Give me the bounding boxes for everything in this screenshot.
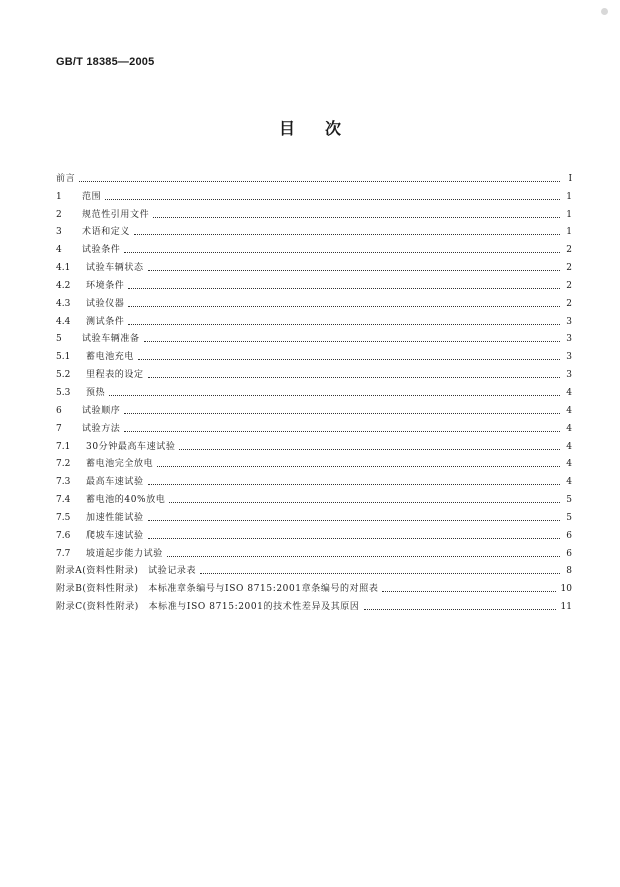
toc-dot-leader <box>382 591 556 592</box>
toc-entry-page: 1 <box>566 191 572 202</box>
toc-entry-number: 5.2 <box>56 370 71 381</box>
toc-entry-title: 附录C(资料性附录) 本标准与ISO 8715:2001的技术性差异及其原因 <box>56 602 360 613</box>
toc-entry[interactable] <box>56 362 572 380</box>
toc-entry[interactable] <box>56 184 572 202</box>
toc-entry-title: 试验车辆状态 <box>86 263 144 274</box>
toc-dot-leader <box>79 181 560 182</box>
toc-entry-title: 里程表的设定 <box>86 370 144 381</box>
toc-entry[interactable] <box>56 309 572 327</box>
toc-entry-title: 预热 <box>86 387 106 398</box>
toc-entry-page: 5 <box>566 495 572 506</box>
toc-dot-leader <box>128 324 560 325</box>
toc-entry-number: 4.2 <box>56 280 71 291</box>
toc-entry-number: 6 <box>56 405 62 416</box>
toc-entry[interactable] <box>56 273 572 291</box>
toc-entry-number: 4.1 <box>56 263 71 274</box>
toc-entry-page: 11 <box>560 602 572 613</box>
toc-entry-title: 环境条件 <box>86 280 125 291</box>
toc-dot-leader <box>179 449 560 450</box>
toc-entry-page: 4 <box>566 459 572 470</box>
toc-entry-title: 蓄电池充电 <box>86 352 135 363</box>
toc-entry-number: 7.3 <box>56 477 71 488</box>
toc-entry[interactable] <box>56 541 572 559</box>
toc-entry[interactable] <box>56 327 572 345</box>
toc-entry-number: 7.7 <box>56 548 71 559</box>
toc-entry[interactable] <box>56 416 572 434</box>
toc-entry-title: 试验仪器 <box>86 298 125 309</box>
toc-entry-page: I <box>568 173 572 184</box>
toc-entry-title: 试验顺序 <box>82 405 121 416</box>
toc-entry-number: 7.5 <box>56 512 71 523</box>
toc-dot-leader <box>105 199 560 200</box>
toc-entry-number: 7.1 <box>56 441 71 452</box>
toc-dot-leader <box>148 484 560 485</box>
toc-dot-leader <box>167 556 560 557</box>
toc-dot-leader <box>148 270 560 271</box>
toc-entry-page: 3 <box>566 370 572 381</box>
toc-entry[interactable] <box>56 202 572 220</box>
toc-entry-page: 6 <box>566 548 572 559</box>
toc-entry-title: 附录A(资料性附录) 试验记录表 <box>56 566 197 577</box>
toc-entry[interactable] <box>56 523 572 541</box>
toc-entry[interactable] <box>56 434 572 452</box>
toc-dot-leader <box>128 306 560 307</box>
toc-entry-page: 4 <box>566 423 572 434</box>
toc-dot-leader <box>124 252 560 253</box>
toc-entry[interactable] <box>56 469 572 487</box>
toc-dot-leader <box>148 377 560 378</box>
toc-entry-number: 5 <box>56 334 62 345</box>
toc-entry[interactable] <box>56 487 572 505</box>
toc-dot-leader <box>148 538 560 539</box>
toc-entry-title: 前言 <box>56 173 76 184</box>
toc-entry-page: 10 <box>560 584 572 595</box>
toc-entry-number: 5.3 <box>56 387 71 398</box>
toc-entry-page: 4 <box>566 441 572 452</box>
toc-entry-page: 8 <box>566 566 572 577</box>
toc-entry-number: 2 <box>56 209 62 220</box>
toc-entry-title: 试验车辆准备 <box>82 334 140 345</box>
toc-entry[interactable] <box>56 559 572 577</box>
toc-entry-title: 最高车速试验 <box>86 477 144 488</box>
toc-entry-title: 测试条件 <box>86 316 125 327</box>
toc-entry-page: 3 <box>566 316 572 327</box>
page-title: 目次 <box>278 119 371 138</box>
toc-entry-page: 5 <box>566 512 572 523</box>
standard-number: GB/T 18385—2005 <box>56 56 155 68</box>
table-of-contents <box>56 166 572 612</box>
toc-entry[interactable] <box>56 594 572 612</box>
toc-entry-title: 试验方法 <box>82 423 121 434</box>
toc-entry-title: 蓄电池完全放电 <box>86 459 154 470</box>
toc-entry-number: 4.3 <box>56 298 71 309</box>
toc-entry-page: 2 <box>566 263 572 274</box>
toc-dot-leader <box>157 466 560 467</box>
toc-entry-title: 爬坡车速试验 <box>86 530 144 541</box>
toc-entry-page: 4 <box>566 387 572 398</box>
toc-entry[interactable] <box>56 255 572 273</box>
toc-entry[interactable] <box>56 398 572 416</box>
toc-dot-leader <box>148 520 560 521</box>
toc-entry[interactable] <box>56 237 572 255</box>
toc-entry-title: 范围 <box>82 191 102 202</box>
toc-dot-leader <box>124 413 560 414</box>
toc-entry-number: 7.4 <box>56 495 71 506</box>
toc-entry-page: 1 <box>566 209 572 220</box>
toc-entry-number: 5.1 <box>56 352 71 363</box>
toc-entry-page: 6 <box>566 530 572 541</box>
toc-entry-title: 加速性能试验 <box>86 512 144 523</box>
toc-entry-title: 蓄电池的40%放电 <box>86 495 166 506</box>
toc-dot-leader <box>169 502 560 503</box>
toc-entry-title: 30分钟最高车速试验 <box>86 441 176 452</box>
toc-entry-title: 试验条件 <box>82 245 121 256</box>
toc-entry-number: 4.4 <box>56 316 71 327</box>
toc-entry-number: 4 <box>56 245 62 256</box>
toc-entry-title: 附录B(资料性附录) 本标准章条编号与ISO 8715:2001章条编号的对照表 <box>56 584 379 595</box>
toc-entry[interactable] <box>56 166 572 184</box>
toc-entry-title: 术语和定义 <box>82 227 131 238</box>
toc-entry-page: 4 <box>566 477 572 488</box>
toc-dot-leader <box>109 395 560 396</box>
toc-dot-leader <box>138 359 560 360</box>
toc-entry-page: 4 <box>566 405 572 416</box>
toc-entry[interactable] <box>56 344 572 362</box>
toc-entry[interactable] <box>56 291 572 309</box>
toc-entry-page: 2 <box>566 245 572 256</box>
toc-entry-title: 规范性引用文件 <box>82 209 150 220</box>
toc-entry-number: 7.6 <box>56 530 71 541</box>
toc-dot-leader <box>364 609 556 610</box>
toc-dot-leader <box>144 341 560 342</box>
toc-entry-number: 7.2 <box>56 459 71 470</box>
toc-entry[interactable] <box>56 505 572 523</box>
toc-entry-number: 7 <box>56 423 62 434</box>
toc-dot-leader <box>128 288 560 289</box>
toc-entry-page: 3 <box>566 352 572 363</box>
toc-dot-leader <box>200 573 560 574</box>
toc-entry[interactable] <box>56 380 572 398</box>
scan-dot-mark <box>601 8 608 15</box>
toc-entry-page: 3 <box>566 334 572 345</box>
toc-entry-number: 3 <box>56 227 62 238</box>
toc-entry[interactable] <box>56 220 572 238</box>
toc-entry-title: 坡道起步能力试验 <box>86 548 163 559</box>
toc-entry-number: 1 <box>56 191 62 202</box>
toc-entry[interactable] <box>56 452 572 470</box>
toc-dot-leader <box>134 234 560 235</box>
toc-entry[interactable] <box>56 576 572 594</box>
toc-entry-page: 2 <box>566 298 572 309</box>
toc-dot-leader <box>124 431 560 432</box>
toc-entry-page: 1 <box>566 227 572 238</box>
toc-dot-leader <box>153 217 560 218</box>
toc-entry-page: 2 <box>566 280 572 291</box>
